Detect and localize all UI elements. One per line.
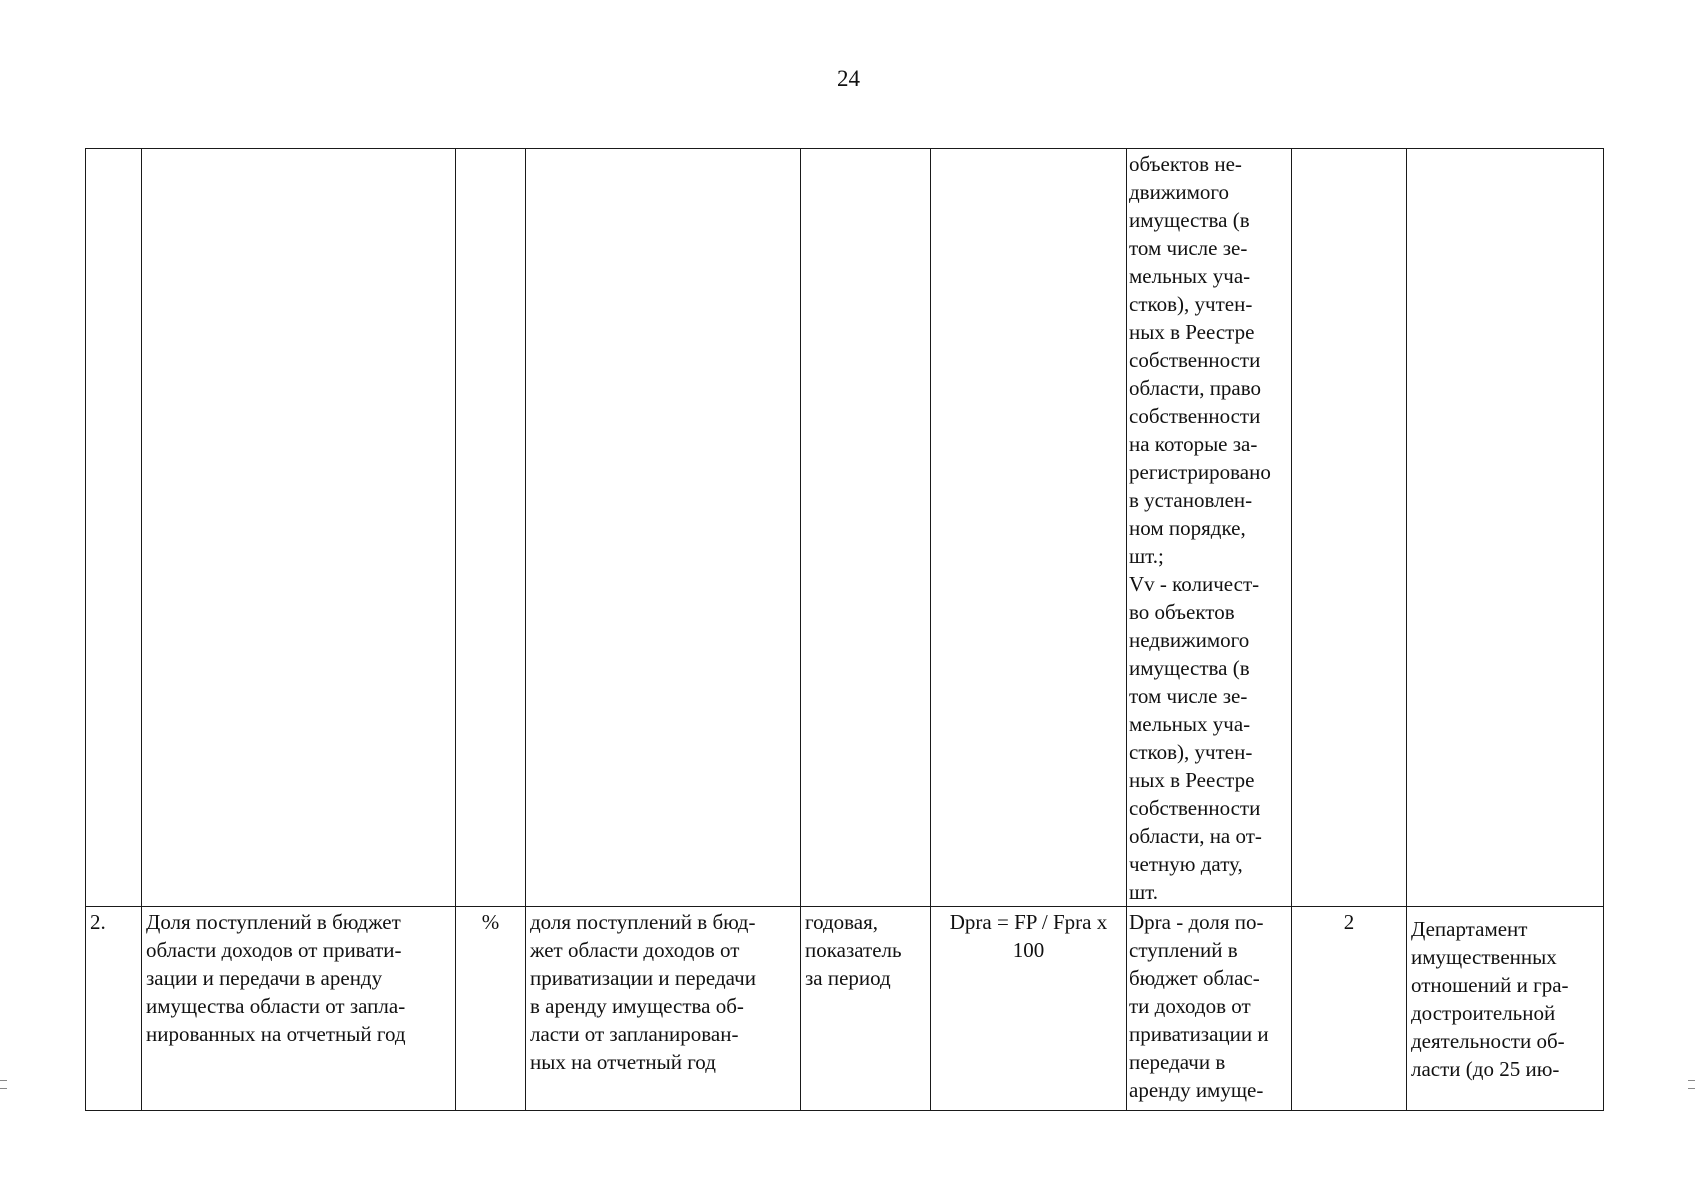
cell-indicator-name (142, 907, 456, 1111)
indicators-table (85, 148, 1604, 1111)
cell-definition (526, 907, 801, 1111)
definition-text: доля поступлений в бюд- жет области доходов от приватизации и передачи в аренду имущества об- ласти от запланирован- ных на отчетный год (530, 910, 756, 1074)
method-code-text: 2 (1343, 910, 1355, 934)
table-row-continuation (86, 149, 1604, 907)
scan-margin-mark-left (0, 1080, 7, 1081)
unit-text: % (481, 910, 500, 934)
cell-unit (456, 907, 526, 1111)
scan-margin-mark-right (1688, 1080, 1695, 1081)
responsible-text: Департамент имущественных отношений и гра- достроительной деятельности об- ласти (до 25 ию- (1411, 917, 1569, 1081)
cell-method-code (1292, 907, 1407, 1111)
row-number: 2. (90, 910, 106, 934)
formula-definitions-text: Dpra - доля по- ступлений в бюджет облас- ти доходов от приватизации и передачи в аренду имуще- (1129, 910, 1269, 1102)
cell-unit (456, 149, 526, 907)
cell-periodicity (801, 149, 931, 907)
cell-number (86, 149, 142, 907)
cell-formula-definitions (1127, 907, 1292, 1111)
scan-margin-mark-right (1688, 1088, 1695, 1089)
cell-formula-definitions (1127, 149, 1292, 907)
cell-formula (931, 907, 1127, 1111)
cell-responsible (1407, 907, 1604, 1111)
periodicity-text: годовая, показатель за период (805, 910, 902, 990)
cell-method-code (1292, 149, 1407, 907)
cell-indicator-name (142, 149, 456, 907)
cell-number (86, 907, 142, 1111)
table-row (86, 907, 1604, 1111)
cell-responsible (1407, 149, 1604, 907)
formula-definitions-text: объектов не- движимого имущества (в том числе зе- мельных уча- стков), учтен- ных в Реестре собственности области, право собственности на которые за- регистрировано в установлен- ном порядке, шт.; Vv - количест- во объектов недвижимого имущества (в том числе зе- мельных уча- стков), учтен- ных в Реестре собственности области, на от- четную дату, шт. (1129, 152, 1271, 904)
cell-definition (526, 149, 801, 907)
scan-margin-mark-left (0, 1088, 7, 1089)
cell-formula (931, 149, 1127, 907)
formula-text: Dpra = FP / Fpra x 100 (949, 910, 1108, 962)
page-number: 24 (837, 66, 860, 91)
indicator-name-text: Доля поступлений в бюджет области доходов от привати- зации и передачи в аренду имущества области от запла- нированных на отчетный год (146, 910, 406, 1046)
cell-periodicity (801, 907, 931, 1111)
